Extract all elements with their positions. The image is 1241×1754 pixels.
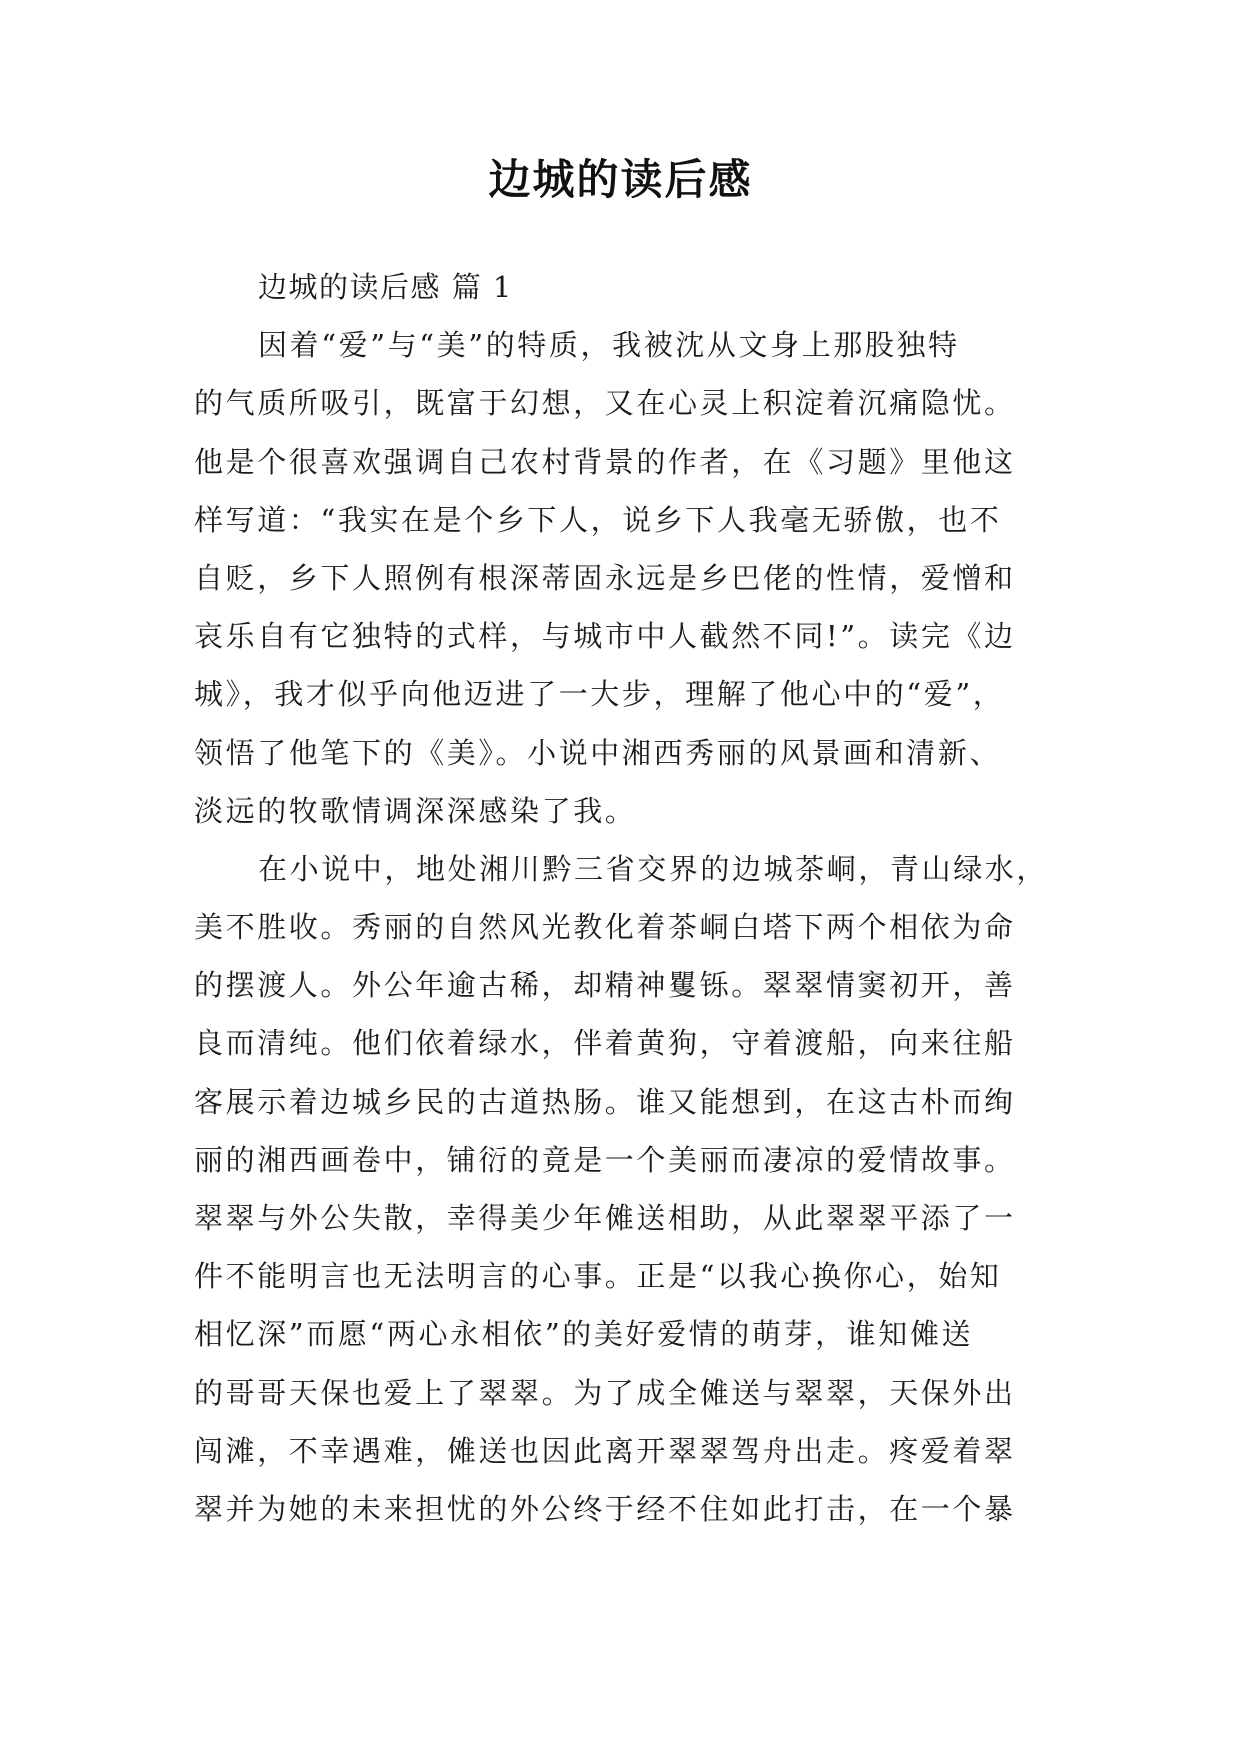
text-line: 因着“爱”与“美”的特质，我被沈从文身上那股独特 xyxy=(258,328,960,363)
text-line: 美不胜收。秀丽的自然风光教化着茶峒白塔下两个相依为命 xyxy=(194,910,1016,945)
text-line: 闯滩，不幸遇难，傩送也因此离开翠翠驾舟出走。疼爱着翠 xyxy=(194,1433,1016,1468)
text-line: 件不能明言也无法明言的心事。正是“以我心换你心，始知 xyxy=(194,1259,1002,1294)
text-line: 哀乐自有它独特的式样，与城市中人截然不同!”。读完《边 xyxy=(194,619,1016,654)
text-line: 的摆渡人。外公年逾古稀，却精神矍铄。翠翠情窦初开，善 xyxy=(194,968,1016,1003)
body-text xyxy=(194,258,1074,1538)
text-line: 淡远的牧歌情调深深感染了我。 xyxy=(194,793,637,828)
text-line: 领悟了他笔下的《美》。小说中湘西秀丽的风景画和清新、 xyxy=(194,735,1002,770)
text-line: 客展示着边城乡民的古道热肠。谁又能想到，在这古朴而绚 xyxy=(194,1084,1016,1119)
page-title: 边城的读后感 xyxy=(488,155,753,204)
text-line: 他是个很喜欢强调自己农村背景的作者，在《习题》里他这 xyxy=(194,444,1016,479)
text-line: 丽的湘西画卷中，铺衍的竟是一个美丽而凄凉的爱情故事。 xyxy=(194,1142,1016,1177)
text-line: 自贬，乡下人照例有根深蒂固永远是乡巴佬的性情，爱憎和 xyxy=(194,560,1016,595)
text-line: 翠并为她的未来担忧的外公终于经不住如此打击，在一个暴 xyxy=(194,1491,1016,1526)
text-line: 相忆深”而愿“两心永相依”的美好爱情的萌芽，谁知傩送 xyxy=(194,1317,974,1352)
text-line: 城》，我才似乎向他迈进了一大步，理解了他心中的“爱”， xyxy=(194,677,1005,712)
text-line: 在小说中，地处湘川黔三省交界的边城茶峒，青山绿水， xyxy=(258,851,1049,886)
text-line: 翠翠与外公失散，幸得美少年傩送相助，从此翠翠平添了一 xyxy=(194,1201,1016,1235)
text-line: 样写道：“我实在是个乡下人，说乡下人我毫无骄傲，也不 xyxy=(194,502,1002,537)
section-heading: 边城的读后感 篇 1 xyxy=(258,270,513,304)
text-line: 的气质所吸引，既富于幻想，又在心灵上积淀着沉痛隐忧。 xyxy=(194,386,1016,421)
text-line: 良而清纯。他们依着绿水，伴着黄狗，守着渡船，向来往船 xyxy=(194,1026,1016,1061)
text-line: 的哥哥天保也爱上了翠翠。为了成全傩送与翠翠，天保外出 xyxy=(194,1375,1016,1410)
